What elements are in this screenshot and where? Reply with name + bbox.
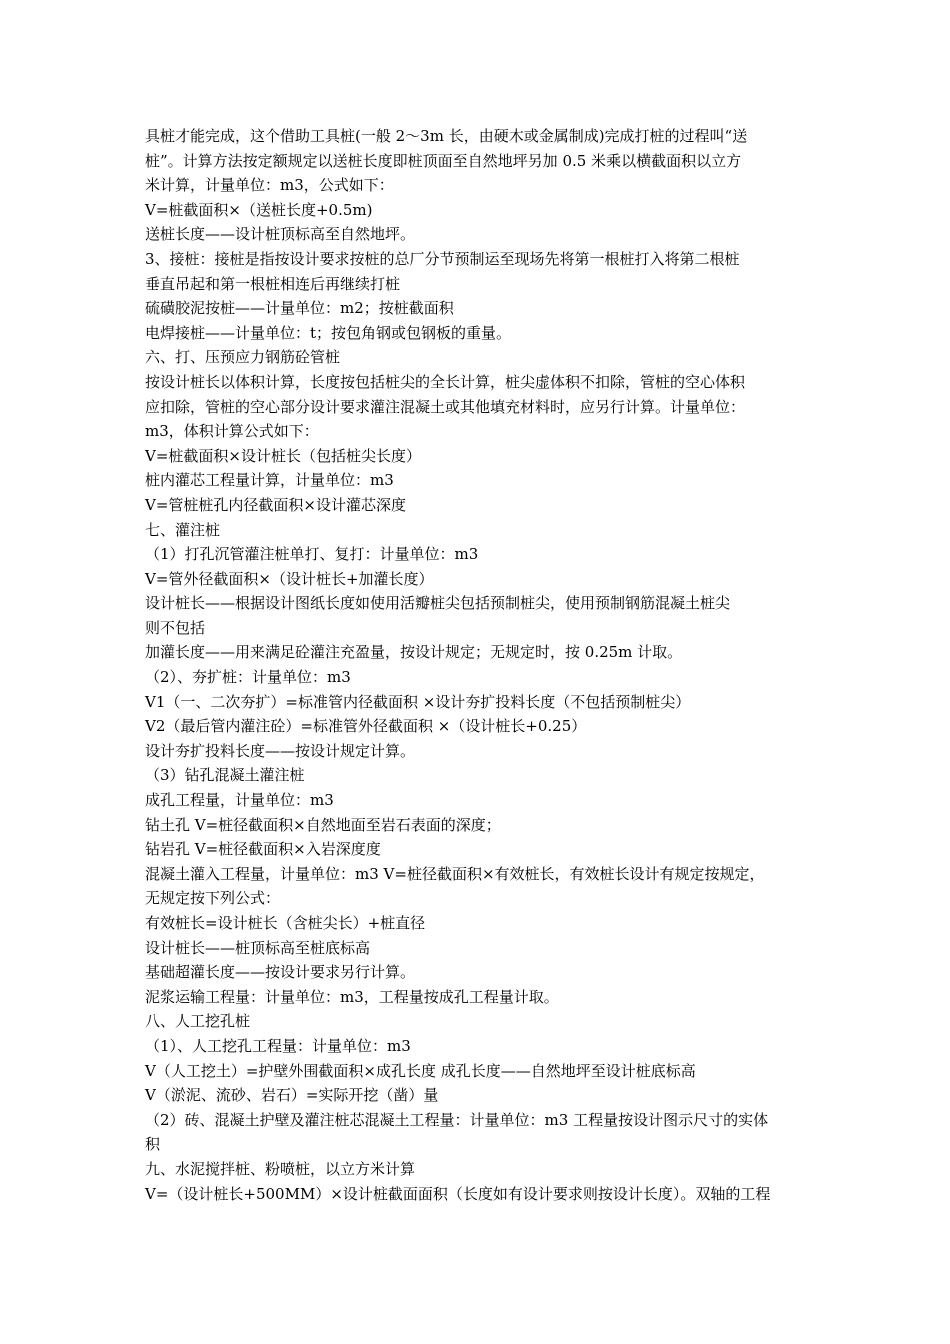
formula-line: V=（设计桩长+500MM）×设计桩截面面积（长度如有设计要求则按设计长度）。双轴的工程 (145, 1184, 771, 1203)
subsection-heading: （1）打孔沉管灌注桩单打、复打：计量单位：m3 (145, 545, 479, 564)
text-line: 应扣除，管桩的空心部分设计要求灌注混凝土或其他填充材料时，应另行计算。计量单位： (145, 397, 746, 416)
text-line: 3、接桩：接桩是指按设计要求按桩的总厂分节预制运至现场先将第一根桩打入将第二根桩 (145, 249, 740, 268)
text-line: m3，体积计算公式如下： (145, 422, 319, 441)
text-line: 按设计桩长以体积计算，长度按包括桩尖的全长计算，桩尖虚体积不扣除，管桩的空心体积 (145, 372, 746, 391)
subsection-heading: （2）、夯扩桩：计量单位：m3 (145, 668, 351, 687)
section-heading: 九、水泥搅拌桩、粉喷桩，以立方米计算 (145, 1159, 416, 1178)
text-line: 电焊接桩——计量单位：t；按包角钢或包钢板的重量。 (145, 323, 512, 342)
text-line: （2）砖、混凝土护壁及灌注桩芯混凝土工程量：计量单位：m3 工程量按设计图示尺寸的实体 (145, 1110, 769, 1129)
text-line: 设计桩长——根据设计图纸长度如使用活瓣桩尖包括预制桩尖，使用预制钢筋混凝土桩尖 (145, 594, 731, 613)
formula-line: V1（一、二次夯扩）=标准管内径截面积 ×设计夯扩投料长度（不包括预制桩尖） (145, 692, 691, 711)
formula-line: 钻岩孔 V=桩径截面积×入岩深度度 (145, 840, 381, 859)
formula-line: 有效桩长=设计桩长（含桩尖长）+桩直径 (145, 914, 426, 932)
text-line: 送桩长度——设计桩顶标高至自然地坪。 (145, 225, 416, 244)
formula-line: 钻土孔 V=桩径截面积×自然地面至岩石表面的深度； (145, 815, 501, 834)
text-line: 加灌长度——用来满足砼灌注充盈量，按设计规定；无规定时，按 0.25m 计取。 (145, 643, 683, 662)
formula-line: V（淤泥、流砂、岩石）=实际开挖（凿）量 (145, 1086, 439, 1105)
section-heading: 七、灌注桩 (145, 520, 221, 539)
text-line: 积 (145, 1135, 161, 1154)
formula-line: V=管外径截面积×（设计桩长+加灌长度） (145, 569, 434, 588)
text-line: 则不包括 (145, 618, 206, 637)
formula-line: V2（最后管内灌注砼）=标准管外径截面积 ×（设计桩长+0.25） (145, 717, 587, 736)
document-body-text (145, 124, 810, 1206)
section-heading: 六、打、压预应力钢筋砼管桩 (145, 348, 341, 367)
formula-line: V=管桩桩孔内径截面积×设计灌芯深度 (145, 495, 406, 514)
text-line: 成孔工程量，计量单位：m3 (145, 791, 334, 810)
text-line: 硫磺胶泥按桩——计量单位：m2；按桩截面积 (145, 299, 454, 318)
text-line: 设计夯扩投料长度——按设计规定计算。 (145, 741, 416, 760)
text-line: 泥浆运输工程量：计量单位：m3，工程量按成孔工程量计取。 (145, 987, 559, 1006)
formula-line: V（人工挖土）=护壁外围截面积×成孔长度 成孔长度——自然地坪至设计桩底标高 (145, 1061, 696, 1080)
text-line: 桩”。计算方法按定额规定以送桩长度即桩顶面至自然地坪另加 0.5 米乘以横截面积以立方 (145, 151, 742, 170)
text-line: V=桩截面积×（送桩长度+0.5m) (145, 200, 373, 219)
formula-line: V=桩截面积×设计桩长（包括桩尖长度） (145, 446, 421, 465)
subsection-heading: （1）、人工挖孔工程量：计量单位：m3 (145, 1036, 411, 1055)
section-heading: 八、人工挖孔桩 (145, 1012, 251, 1031)
text-line: 垂直吊起和第一根桩相连后再继续打桩 (145, 274, 401, 293)
text-line: 无规定按下列公式： (145, 889, 281, 908)
subsection-heading: （3）钻孔混凝土灌注桩 (145, 766, 305, 785)
text-line: 桩内灌芯工程量计算，计量单位：m3 (145, 471, 394, 490)
text-line: 具桩才能完成，这个借助工具桩(一般 2～3m 长，由硬木或金属制成)完成打桩的过程叫“送 (145, 127, 748, 145)
text-line: 混凝土灌入工程量，计量单位：m3 V=桩径截面积×有效桩长，有效桩长设计有规定按规定， (145, 864, 765, 883)
text-line: 基础超灌长度——按设计要求另行计算。 (145, 963, 416, 982)
text-line: 米计算，计量单位：m3，公式如下： (145, 176, 394, 195)
text-line: 设计桩长——桩顶标高至桩底标高 (145, 938, 371, 957)
